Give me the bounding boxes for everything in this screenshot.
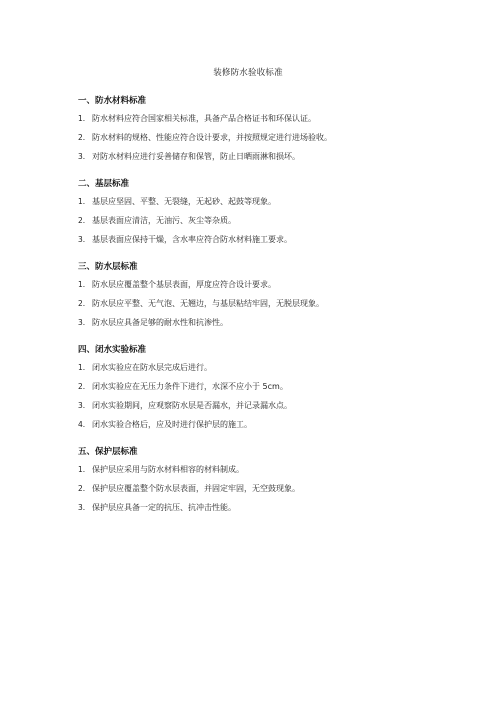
item-number: 1. (78, 363, 86, 372)
item-number: 2. (78, 216, 86, 225)
section-waterproof-layer (78, 261, 438, 328)
item-number: 2. (78, 484, 86, 493)
document-body (78, 95, 438, 513)
item-text: 防水层应覆盖整个基层表面，厚度应符合设计要求。 (92, 280, 276, 289)
item-text: 保护层应具备一定的抗压、抗冲击性能。 (92, 503, 236, 512)
item-number: 3. (78, 503, 86, 512)
list-item (78, 464, 438, 475)
section-protective-layer (78, 446, 438, 513)
section-heading: 一、防水材料标准 (78, 96, 147, 106)
section-heading: 五、保护层标准 (78, 447, 138, 457)
item-number: 1. (78, 114, 86, 123)
item-text: 闭水实验期间，应观察防水层是否漏水，并记录漏水点。 (92, 401, 292, 410)
section-heading: 三、防水层标准 (78, 262, 138, 272)
list-item (78, 132, 438, 143)
item-number: 2. (78, 382, 86, 391)
item-number: 2. (78, 299, 86, 308)
item-number: 3. (78, 152, 86, 161)
list-item (78, 362, 438, 373)
list-item (78, 317, 438, 328)
list-item (78, 502, 438, 513)
item-text: 防水层应平整、无气泡、无翘边，与基层粘结牢固，无脱层现象。 (92, 299, 324, 308)
item-text: 基层应坚固、平整、无裂缝，无起砂、起鼓等现象。 (92, 197, 276, 206)
item-text: 闭水实验应在防水层完成后进行。 (92, 363, 212, 372)
item-text: 防水材料的规格、性能应符合设计要求，并按照规定进行进场验收。 (92, 133, 332, 142)
item-text: 闭水实验合格后，应及时进行保护层的施工。 (92, 420, 252, 429)
item-text: 保护层应采用与防水材料相容的材料制成。 (92, 465, 244, 474)
item-number: 1. (78, 197, 86, 206)
item-number: 3. (78, 318, 86, 327)
list-item (78, 483, 438, 494)
item-number: 4. (78, 420, 86, 429)
section-heading: 二、基层标准 (78, 179, 130, 189)
item-text: 基层表面应清洁，无油污、灰尘等杂质。 (92, 216, 236, 225)
section-heading: 四、闭水实验标准 (78, 345, 147, 355)
list-item (78, 234, 438, 245)
list-item (78, 113, 438, 124)
section-base-layer (78, 178, 438, 245)
list-item (78, 151, 438, 162)
item-text: 对防水材料应进行妥善储存和保管，防止日晒雨淋和损坏。 (92, 152, 300, 161)
document-title: 装修防水验收标准 (213, 68, 283, 78)
section-waterproof-material (78, 95, 438, 162)
list-item (78, 279, 438, 290)
list-item (78, 400, 438, 411)
section-water-test (78, 344, 438, 430)
list-item (78, 419, 438, 430)
item-text: 基层表面应保持干燥，含水率应符合防水材料施工要求。 (92, 235, 292, 244)
list-item (78, 298, 438, 309)
item-number: 3. (78, 235, 86, 244)
list-item (78, 215, 438, 226)
item-number: 1. (78, 465, 86, 474)
item-number: 3. (78, 401, 86, 410)
item-text: 闭水实验应在无压力条件下进行，水深不应小于 5cm。 (92, 382, 288, 391)
item-number: 2. (78, 133, 86, 142)
list-item (78, 381, 438, 392)
item-text: 防水层应具备足够的耐水性和抗渗性。 (92, 318, 228, 327)
item-number: 1. (78, 280, 86, 289)
list-item (78, 196, 438, 207)
item-text: 保护层应覆盖整个防水层表面，并固定牢固，无空鼓现象。 (92, 484, 300, 493)
item-text: 防水材料应符合国家相关标准，具备产品合格证书和环保认证。 (92, 114, 316, 123)
